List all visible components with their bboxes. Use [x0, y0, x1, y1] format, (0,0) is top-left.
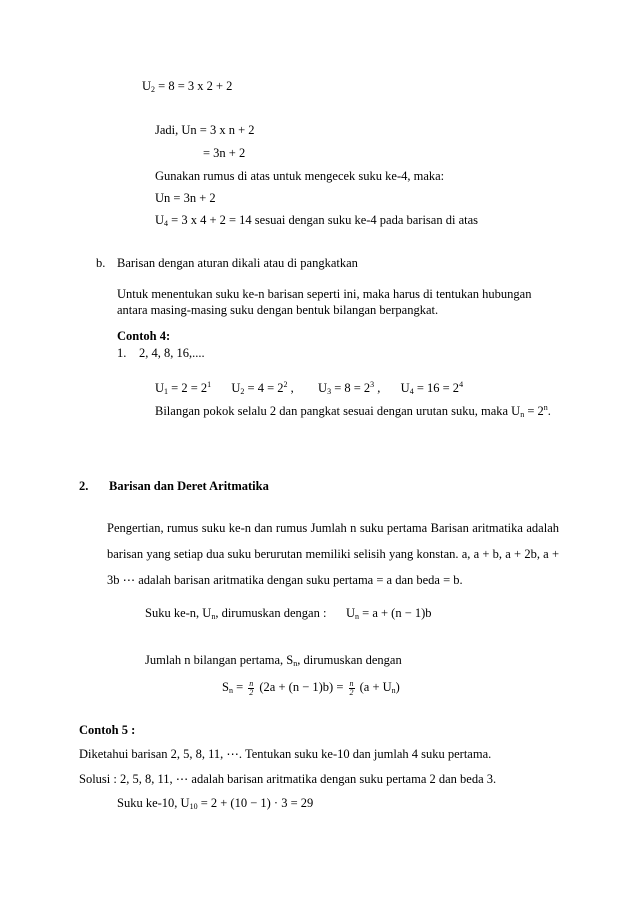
powers-conclusion: Bilangan pokok selalu 2 dan pangkat sesuai dengan urutan suku, maka $U_n = 2^n$.: [155, 403, 551, 419]
example-1-sequence: 2, 4, 8, 16,....: [139, 346, 205, 360]
u2-letter: U: [142, 79, 152, 93]
item-b-para-line1: Untuk menentukan suku ke-n barisan seperti ini, maka harus di tentukan hubungan: [117, 287, 532, 301]
fraction-n-over-2-b: $\frac{n}{2}$: [349, 678, 354, 697]
term-u3: $U_3 = 8 = 2^3$ ,: [318, 380, 381, 396]
example-1-marker: 1.: [117, 346, 127, 360]
u2-equation: [142, 78, 232, 98]
u4-equation: [155, 212, 478, 232]
term-u1: $U_1 = 2 = 2^1$: [155, 380, 212, 396]
un-formula: $U_n = a + (n - 1)b$: [346, 606, 432, 621]
gunakan-line: Gunakan rumus di atas untuk mengecek suku ke-4, maka:: [155, 169, 445, 183]
item-b-marker: b.: [96, 256, 106, 270]
term-u4: $U_4 = 16 = 2^4$: [400, 380, 464, 396]
contoh-4-label: Contoh 4:: [117, 329, 171, 343]
u4-rest: = 3 x 4 + 2 = 14 sesuai dengan suku ke-4 pada barisan di atas: [168, 213, 478, 227]
u4-subscript: 4: [164, 219, 169, 228]
u4-letter: U: [155, 213, 165, 227]
section-2-number: 2.: [79, 479, 89, 493]
contoh-5-diketahui: Diketahui barisan 2, 5, 8, 11, ⋯. Tentukan suku ke-10 dan jumlah 4 suku pertama.: [79, 747, 492, 761]
sn-formula: $S_n$ = $\frac{n}{2}$ (2a + (n − 1)b) = $\frac{n}{2}$ $(a + U_n)$: [222, 678, 400, 697]
item-b-title: Barisan dengan aturan dikali atau di pangkatkan: [117, 256, 358, 270]
fraction-n-over-2: $\frac{n}{2}$: [249, 678, 254, 697]
powers-row: [155, 377, 463, 400]
contoh-5-solusi: Solusi : 2, 5, 8, 11, ⋯ adalah barisan aritmatika dengan suku pertama 2 dan beda 3.: [79, 772, 497, 786]
section-2-paragraph: Pengertian, rumus suku ke-n dan rumus Jumlah n suku pertama Barisan aritmatika adalah barisan yang setiap dua suku berurutan memiliki selisih yang konstan. a, a + b, a + 2b, a + 3b ⋯ adalah barisan aritmatika dengan suku pertama = a dan beda = b.: [107, 521, 559, 587]
jumlah-line: Jumlah n bilangan pertama, $S_n$, dirumuskan dengan: [145, 653, 402, 668]
contoh-5-label: Contoh 5 :: [79, 723, 136, 737]
u2-rest: = 8 = 3 x 2 + 2: [155, 79, 233, 93]
eq-line: = 3n + 2: [203, 146, 246, 160]
u2-subscript: 2: [151, 85, 156, 94]
section-2-title: Barisan dan Deret Aritmatika: [109, 479, 269, 493]
suku-ke-10-line: Suku ke-10, $U_{10} = 2 + (10 - 1) \cdot 3 = 29$: [117, 796, 314, 811]
jadi-line: Jadi, Un = 3 x n + 2: [155, 123, 255, 137]
suku-ke-n-line: Suku ke-n, $U_n$, dirumuskan dengan :: [145, 606, 327, 621]
un-line: Un = 3n + 2: [155, 191, 216, 205]
item-b-para-line2: antara masing-masing suku dengan bentuk bilangan berpangkat.: [117, 303, 439, 317]
term-u2: $U_2 = 4 = 2^2$ ,: [231, 380, 294, 396]
